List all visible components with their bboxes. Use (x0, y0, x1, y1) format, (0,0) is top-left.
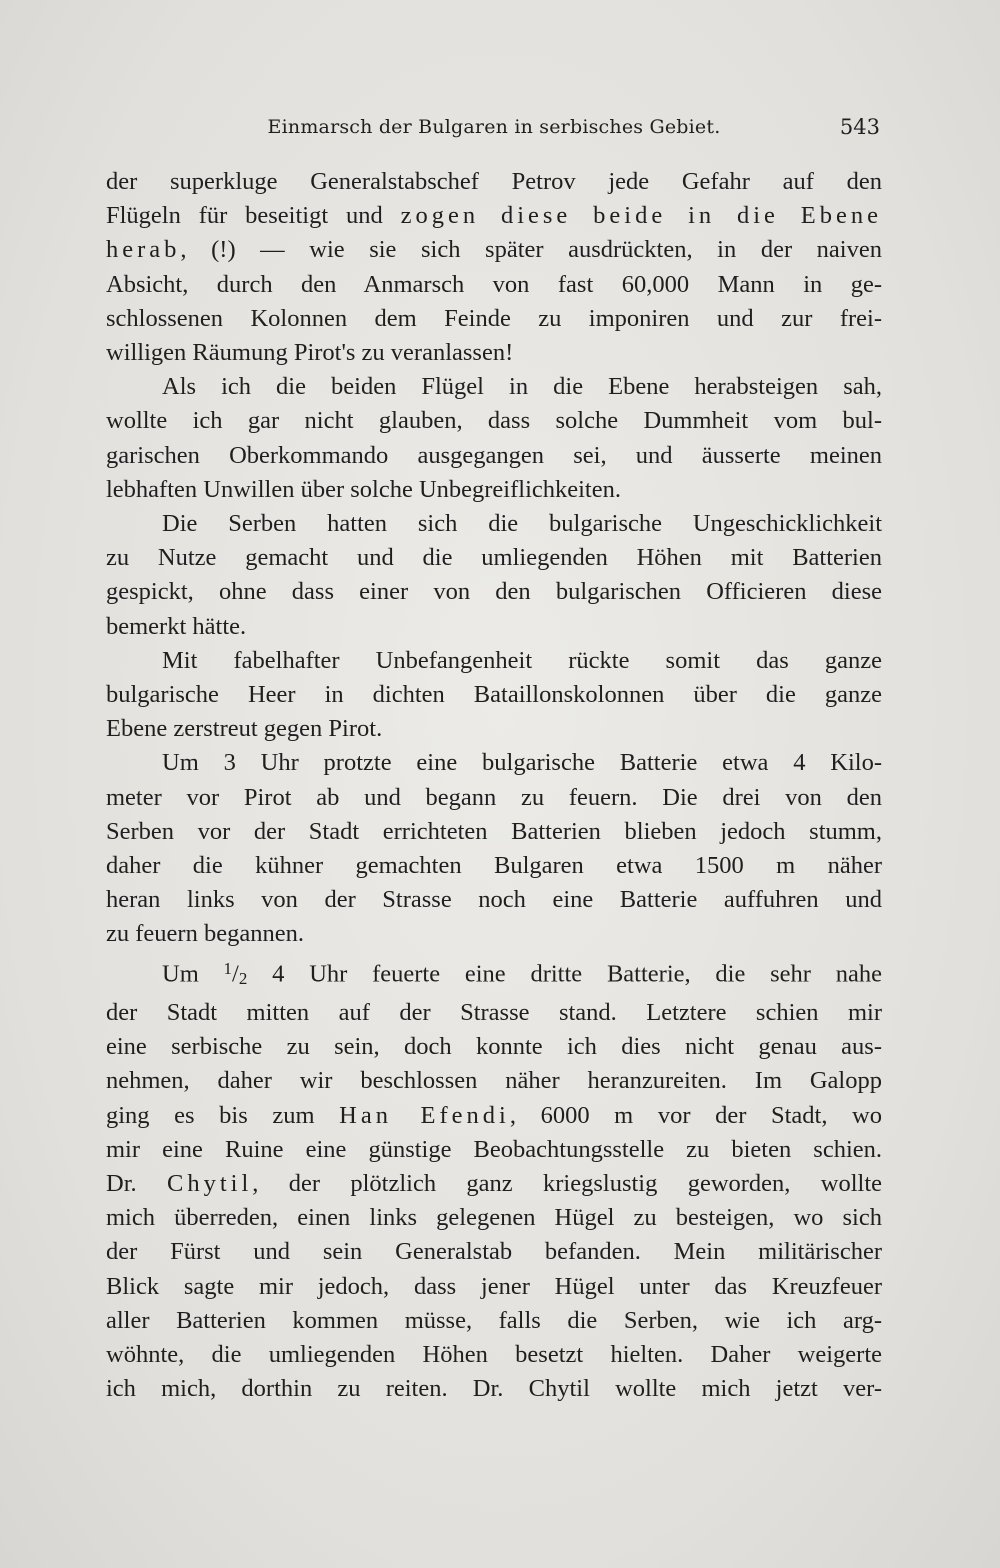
text-run: Flügeln für beseitigt und (106, 202, 401, 230)
fraction-numerator: 1 (223, 958, 233, 978)
text-line: wollte ich gar nicht glauben, dass solche Dummheit vom bul- (106, 407, 882, 435)
text-line: Die Serben hatten sich die bulgarische Ungeschicklichkeit (162, 510, 882, 538)
fraction-denominator: 2 (238, 968, 248, 988)
paragraph-2 (106, 370, 882, 507)
text-line: Mit fabelhafter Unbefangenheit rückte somit das ganze (162, 646, 882, 674)
paragraph-1 (106, 165, 882, 370)
text-run: 4 Uhr feuerte eine dritte Batterie, die sehr nahe (247, 960, 882, 988)
text-line: zu Nutze gemacht und die umliegenden Höhen mit Batterien (106, 544, 882, 572)
text-line: zu feuern begannen. (106, 920, 304, 948)
text-line: Absicht, durch den Anmarsch von fast 60,000 Mann in ge- (106, 270, 882, 298)
text-line: Blick sagte mir jedoch, dass jener Hügel unter das Kreuzfeuer (106, 1272, 882, 1300)
text-line: Ebene zerstreut gegen Pirot. (106, 715, 383, 743)
body-text (106, 165, 882, 1407)
text-line: Als ich die beiden Flügel in die Ebene herabsteigen sah, (162, 373, 882, 401)
text-line: bulgarische Heer in dichten Bataillonskolonnen über die ganze (106, 681, 882, 709)
text-run: , der plötzlich ganz kriegslustig geworden, wollte (252, 1170, 883, 1198)
text-line: eine serbische zu sein, doch konnte ich dies nicht genau aus- (106, 1033, 882, 1061)
spaced-emphasis: herab (106, 236, 181, 264)
text-line: aller Batterien kommen müsse, falls die Serben, wie ich arg- (106, 1306, 882, 1334)
text-line: ich mich, dorthin zu reiten. Dr. Chytil wollte mich jetzt ver- (106, 1375, 882, 1403)
paragraph-4 (106, 644, 882, 747)
spaced-emphasis: Han Efendi (339, 1101, 510, 1129)
text-line: Um 3 Uhr protzte eine bulgarische Batterie etwa 4 Kilo- (162, 749, 882, 777)
text-line: der Stadt mitten auf der Strasse stand. Letztere schien mir (106, 999, 882, 1027)
text-line: heran links von der Strasse noch eine Batterie auffuhren und (106, 886, 882, 914)
text-line: wöhnte, die umliegenden Höhen besetzt hielten. Daher weigerte (106, 1341, 882, 1369)
text-line: willigen Räumung Pirot's zu veranlassen! (106, 339, 514, 367)
text-line: mich überreden, einen links gelegenen Hügel zu besteigen, wo sich (106, 1204, 882, 1232)
text-line: daher die kühner gemachten Bulgaren etwa 1500 m näher (106, 852, 882, 880)
text-line: Serben vor der Stadt errichteten Batterien blieben jedoch stumm, (106, 817, 882, 845)
text-line (106, 233, 882, 267)
text-line: nehmen, daher wir beschlossen näher heranzureiten. Im Galopp (106, 1067, 882, 1095)
paragraph-5 (106, 746, 882, 951)
spaced-emphasis: zogen diese beide in die Ebene (400, 202, 882, 230)
text-line (106, 1167, 882, 1201)
running-title: Einmarsch der Bulgaren in serbisches Gebiet. (267, 116, 721, 138)
text-line: lebhaften Unwillen über solche Unbegreiflichkeiten. (106, 475, 621, 503)
paragraph-3 (106, 507, 882, 644)
text-line: schlossenen Kolonnen dem Feinde zu imponiren und zur frei- (106, 304, 882, 332)
page-number: 543 (839, 115, 880, 139)
text-run: Um (162, 960, 224, 988)
text-line: mir eine Ruine eine günstige Beobachtungsstelle zu bieten schien. (106, 1135, 882, 1163)
text-run: Dr. (106, 1170, 167, 1198)
text-line: gespickt, ohne dass einer von den bulgarischen Officieren diese (106, 578, 882, 606)
fraction-slash: / (232, 960, 239, 988)
text-line: der superkluge Generalstabschef Petrov jede Gefahr auf den (106, 168, 882, 195)
text-line: meter vor Pirot ab und begann zu feuern. Die drei von den (106, 783, 882, 811)
text-line: garischen Oberkommando ausgegangen sei, und äusserte meinen (106, 441, 882, 469)
running-head (108, 112, 880, 142)
text-line (106, 952, 882, 996)
text-line: bemerkt hätte. (106, 612, 247, 640)
paragraph-6 (106, 952, 882, 1407)
text-line (106, 1099, 882, 1133)
spaced-emphasis: Chytil (166, 1170, 253, 1198)
text-run: , (!) — wie sie sich später ausdrückten, in der naiven (180, 236, 882, 264)
text-run: ging es bis zum (106, 1101, 340, 1129)
text-run: , 6000 m vor der Stadt, wo (509, 1101, 882, 1129)
text-line (106, 199, 882, 233)
text-line: der Fürst und sein Generalstab befanden. Mein militärischer (106, 1238, 882, 1266)
